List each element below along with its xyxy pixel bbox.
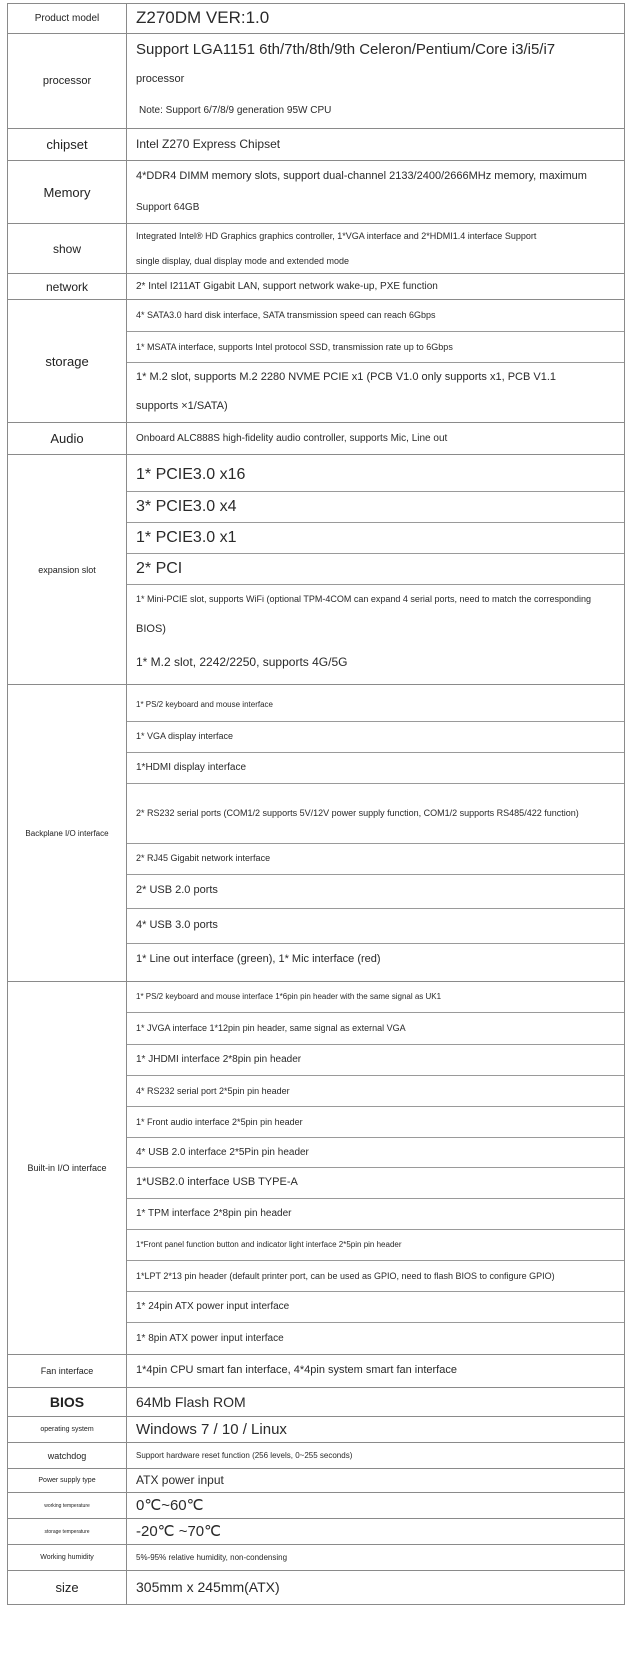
processor-line: processor bbox=[136, 73, 185, 86]
label-working-temperature: working temperature bbox=[8, 1493, 127, 1519]
label-power-supply: Power supply type bbox=[8, 1469, 127, 1493]
row-watchdog bbox=[8, 1443, 625, 1469]
backplane-line: 1* VGA display interface bbox=[127, 721, 624, 752]
row-network bbox=[8, 274, 625, 300]
row-bios bbox=[8, 1388, 625, 1417]
value-expansion-slot bbox=[127, 455, 625, 685]
row-operating-system bbox=[8, 1417, 625, 1443]
label-builtin-io: Built-in I/O interface bbox=[8, 982, 127, 1355]
value-show bbox=[127, 224, 625, 274]
row-chipset bbox=[8, 129, 625, 161]
storage-line: 1* M.2 slot, supports M.2 2280 NVME PCIE x1 (PCB V1.0 only supports x1, PCB V1.1 bbox=[127, 362, 624, 392]
row-power-supply bbox=[8, 1469, 625, 1493]
builtin-line: 4* RS232 serial port 2*5pin pin header bbox=[127, 1075, 624, 1106]
backplane-line: 1* PS/2 keyboard and mouse interface bbox=[136, 700, 273, 710]
row-expansion-slot bbox=[8, 455, 625, 685]
label-expansion-slot: expansion slot bbox=[8, 455, 127, 685]
value-bios: 64Mb Flash ROM bbox=[127, 1388, 625, 1417]
label-watchdog: watchdog bbox=[8, 1443, 127, 1469]
value-storage-temperature: -20℃ ~70℃ bbox=[127, 1519, 625, 1545]
label-storage: storage bbox=[8, 300, 127, 423]
storage-line: supports ×1/SATA) bbox=[136, 400, 228, 413]
builtin-line: 1* 8pin ATX power input interface bbox=[127, 1322, 624, 1354]
builtin-line: 1* Front audio interface 2*5pin pin header bbox=[127, 1106, 624, 1137]
value-working-temperature: 0℃~60℃ bbox=[127, 1493, 625, 1519]
processor-line: Support LGA1151 6th/7th/8th/9th Celeron/Pentium/Core i3/i5/i7 bbox=[136, 41, 556, 58]
builtin-line: 4* USB 2.0 interface 2*5Pin pin header bbox=[127, 1137, 624, 1167]
label-fan-interface: Fan interface bbox=[8, 1355, 127, 1388]
row-builtin-io bbox=[8, 982, 625, 1355]
label-working-humidity: Working humidity bbox=[8, 1545, 127, 1571]
label-show: show bbox=[8, 224, 127, 274]
builtin-line: 1* TPM interface 2*8pin pin header bbox=[127, 1198, 624, 1229]
row-show bbox=[8, 224, 625, 274]
row-storage bbox=[8, 300, 625, 423]
row-processor bbox=[8, 34, 625, 129]
value-backplane-io bbox=[127, 685, 625, 982]
builtin-line: 1* 24pin ATX power input interface bbox=[127, 1291, 624, 1322]
value-network: 2* Intel I211AT Gigabit LAN, support network wake-up, PXE function bbox=[127, 274, 625, 300]
row-audio bbox=[8, 423, 625, 455]
show-line: Integrated Intel® HD Graphics graphics controller, 1*VGA interface and 2*HDMI1.4 interface Support bbox=[136, 231, 537, 242]
row-memory bbox=[8, 161, 625, 224]
backplane-line: 2* USB 2.0 ports bbox=[127, 874, 624, 908]
backplane-line: 4* USB 3.0 ports bbox=[127, 908, 624, 943]
storage-line: 4* SATA3.0 hard disk interface, SATA transmission speed can reach 6Gbps bbox=[136, 310, 436, 321]
value-working-humidity: 5%-95% relative humidity, non-condensing bbox=[127, 1545, 625, 1571]
expansion-line: 1* PCIE3.0 x16 bbox=[136, 466, 246, 484]
expansion-line: BIOS) bbox=[136, 623, 166, 636]
value-storage bbox=[127, 300, 625, 423]
row-product-model bbox=[8, 4, 625, 34]
row-fan-interface bbox=[8, 1355, 625, 1388]
expansion-line: 1* PCIE3.0 x1 bbox=[127, 522, 624, 553]
label-operating-system: operating system bbox=[8, 1417, 127, 1443]
expansion-line: 3* PCIE3.0 x4 bbox=[127, 491, 624, 522]
label-size: size bbox=[8, 1571, 127, 1605]
memory-line: Support 64GB bbox=[136, 201, 200, 213]
memory-line: 4*DDR4 DIMM memory slots, support dual-channel 2133/2400/2666MHz memory, maximum bbox=[136, 169, 587, 182]
show-line: single display, dual display mode and extended mode bbox=[136, 255, 349, 266]
builtin-line: 1*LPT 2*13 pin header (default printer port, can be used as GPIO, need to flash BIOS to configure GPIO) bbox=[127, 1260, 624, 1291]
spec-table bbox=[7, 3, 625, 1605]
backplane-line: 1* Line out interface (green), 1* Mic interface (red) bbox=[127, 943, 624, 977]
value-size: 305mm x 245mm(ATX) bbox=[127, 1571, 625, 1605]
backplane-line: 2* RJ45 Gigabit network interface bbox=[127, 843, 624, 874]
expansion-line: 1* Mini-PCIE slot, supports WiFi (optional TPM-4COM can expand 4 serial ports, need to match the corresponding bbox=[127, 584, 624, 615]
builtin-line: 1* JHDMI interface 2*8pin pin header bbox=[127, 1044, 624, 1075]
expansion-line: 1* M.2 slot, 2242/2250, supports 4G/5G bbox=[136, 655, 348, 670]
label-chipset: chipset bbox=[8, 129, 127, 161]
label-memory: Memory bbox=[8, 161, 127, 224]
builtin-line: 1*Front panel function button and indicator light interface 2*5pin pin header bbox=[127, 1229, 624, 1260]
value-builtin-io bbox=[127, 982, 625, 1355]
row-working-temperature bbox=[8, 1493, 625, 1519]
value-product-model: Z270DM VER:1.0 bbox=[127, 4, 625, 34]
label-storage-temperature: storage temperature bbox=[8, 1519, 127, 1545]
value-power-supply: ATX power input bbox=[127, 1469, 625, 1493]
value-chipset: Intel Z270 Express Chipset bbox=[127, 129, 625, 161]
expansion-line: 2* PCI bbox=[127, 553, 624, 584]
label-network: network bbox=[8, 274, 127, 300]
label-bios: BIOS bbox=[8, 1388, 127, 1417]
label-backplane-io: Backplane I/O interface bbox=[8, 685, 127, 982]
row-size bbox=[8, 1571, 625, 1605]
processor-note: Note: Support 6/7/8/9 generation 95W CPU bbox=[139, 105, 332, 116]
builtin-line: 1*USB2.0 interface USB TYPE-A bbox=[127, 1167, 624, 1198]
backplane-line: 2* RS232 serial ports (COM1/2 supports 5V/12V power supply function, COM1/2 supports RS485/422 function) bbox=[127, 783, 624, 843]
storage-line: 1* MSATA interface, supports Intel protocol SSD, transmission rate up to 6Gbps bbox=[127, 331, 624, 362]
builtin-line: 1* PS/2 keyboard and mouse interface 1*6pin pin header with the same signal as UK1 bbox=[136, 992, 442, 1002]
label-audio: Audio bbox=[8, 423, 127, 455]
row-backplane-io bbox=[8, 685, 625, 982]
label-processor: processor bbox=[8, 34, 127, 129]
builtin-line: 1* JVGA interface 1*12pin pin header, same signal as external VGA bbox=[127, 1012, 624, 1044]
value-processor bbox=[127, 34, 625, 129]
value-memory bbox=[127, 161, 625, 224]
value-operating-system: Windows 7 / 10 / Linux bbox=[127, 1417, 625, 1443]
label-product-model: Product model bbox=[8, 4, 127, 34]
backplane-line: 1*HDMI display interface bbox=[127, 752, 624, 783]
value-fan-interface: 1*4pin CPU smart fan interface, 4*4pin system smart fan interface bbox=[127, 1355, 625, 1388]
row-working-humidity bbox=[8, 1545, 625, 1571]
value-audio: Onboard ALC888S high-fidelity audio controller, supports Mic, Line out bbox=[127, 423, 625, 455]
row-storage-temperature bbox=[8, 1519, 625, 1545]
value-watchdog: Support hardware reset function (256 levels, 0~255 seconds) bbox=[127, 1443, 625, 1469]
